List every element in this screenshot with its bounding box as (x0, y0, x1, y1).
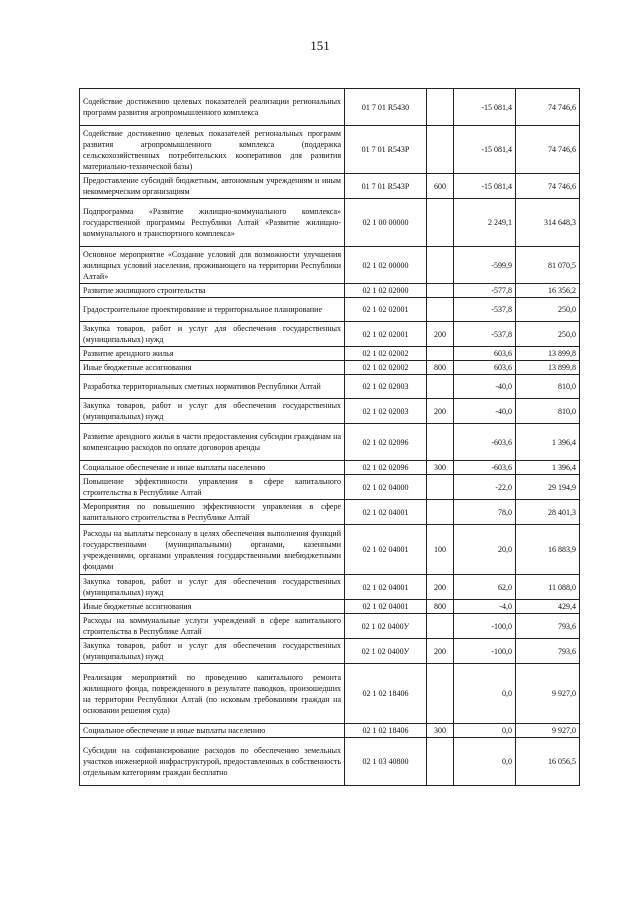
table-row (80, 575, 580, 600)
table-row (80, 89, 580, 126)
budget-table (79, 88, 580, 786)
row-name-cell: Содействие достижению целевых показателей региональных программ развития агропромышленного комплекса (поддержка сельскохозяйственных потребительских кооперативов для развития материально-технической базы) (80, 126, 345, 174)
row-name-cell: Социальное обеспечение и иные выплаты населению (80, 461, 345, 475)
row-type-cell: 800 (427, 600, 454, 614)
row-code-cell: 02 1 03 40800 (345, 738, 427, 786)
row-total-cell: 29 194,9 (516, 475, 580, 500)
table-row (80, 525, 580, 575)
row-code-cell: 02 1 02 04001 (345, 575, 427, 600)
row-code-cell: 02 1 02 02002 (345, 361, 427, 375)
row-total-cell: 16 356,2 (516, 284, 580, 298)
row-total-cell: 28 401,3 (516, 500, 580, 525)
row-change-cell: -100,0 (454, 639, 516, 664)
row-code-cell: 02 1 02 02096 (345, 424, 427, 461)
table-row (80, 361, 580, 375)
row-change-cell: 0,0 (454, 664, 516, 724)
table-row (80, 399, 580, 424)
row-name-cell: Закупка товаров, работ и услуг для обеспечения государственных (муниципальных) нужд (80, 639, 345, 664)
row-change-cell: 0,0 (454, 738, 516, 786)
row-change-cell: -40,0 (454, 375, 516, 399)
row-total-cell: 11 088,0 (516, 575, 580, 600)
row-type-cell (427, 375, 454, 399)
row-total-cell: 793,6 (516, 639, 580, 664)
row-code-cell: 02 1 02 04001 (345, 600, 427, 614)
row-change-cell: -100,0 (454, 614, 516, 639)
row-name-cell: Подпрограмма «Развитие жилищно-коммунального комплекса» государственной программы Республики Алтай «Развитие жилищно-коммунального и транспортного комплекса» (80, 199, 345, 247)
row-code-cell: 01 7 01 R543Р (345, 126, 427, 174)
table-row (80, 461, 580, 475)
row-name-cell: Иные бюджетные ассигнования (80, 361, 345, 375)
table-row (80, 375, 580, 399)
row-code-cell: 02 1 02 18406 (345, 664, 427, 724)
table-row (80, 600, 580, 614)
row-change-cell: -537,8 (454, 298, 516, 322)
row-type-cell: 200 (427, 322, 454, 347)
row-change-cell: 2 249,1 (454, 199, 516, 247)
row-code-cell: 02 1 02 02002 (345, 347, 427, 361)
row-total-cell: 9 927,0 (516, 724, 580, 738)
row-type-cell: 200 (427, 399, 454, 424)
row-code-cell: 02 1 02 18406 (345, 724, 427, 738)
row-name-cell: Содействие достижению целевых показателей реализации региональных программ развития агропромышленного комплекса (80, 89, 345, 126)
row-name-cell: Социальное обеспечение и иные выплаты населению (80, 724, 345, 738)
row-code-cell: 02 1 02 00000 (345, 247, 427, 284)
table-row (80, 614, 580, 639)
table-row (80, 126, 580, 174)
row-total-cell: 9 927,0 (516, 664, 580, 724)
row-name-cell: Предоставление субсидий бюджетным, автономным учреждениям и иным некоммерческим организациям (80, 174, 345, 199)
row-code-cell: 02 1 02 04001 (345, 500, 427, 525)
row-name-cell: Расходы на выплаты персоналу в целях обеспечения выполнения функций государственными (муниципальными) органами, казенными учреждениями, органами управления государственными внебюджетными фондами (80, 525, 345, 575)
table-row (80, 174, 580, 199)
row-name-cell: Разработка территориальных сметных нормативов Республики Алтай (80, 375, 345, 399)
row-name-cell: Реализация мероприятий по проведению капитального ремонта жилищного фонда, поврежденного в результате паводков, произошедших на территории Республики Алтай (по исковым требованиям граждан на основании решения суда) (80, 664, 345, 724)
row-code-cell: 02 1 02 02001 (345, 322, 427, 347)
row-code-cell: 02 1 00 00000 (345, 199, 427, 247)
row-change-cell: -15 081,4 (454, 126, 516, 174)
row-type-cell (427, 500, 454, 525)
table-row (80, 664, 580, 724)
row-name-cell: Градостроительное проектирование и территориальное планирование (80, 298, 345, 322)
table-row (80, 724, 580, 738)
row-change-cell: -40,0 (454, 399, 516, 424)
table-row (80, 284, 580, 298)
row-change-cell: 62,0 (454, 575, 516, 600)
row-name-cell: Основное мероприятие «Создание условий для возможности улучшения жилищных условий населения, проживающего на территории Республики Алтай» (80, 247, 345, 284)
table-row (80, 347, 580, 361)
row-change-cell: -15 081,4 (454, 89, 516, 126)
row-type-cell (427, 284, 454, 298)
row-type-cell (427, 347, 454, 361)
row-code-cell: 02 1 02 02003 (345, 399, 427, 424)
row-change-cell: -15 081,4 (454, 174, 516, 199)
row-change-cell: 603,6 (454, 361, 516, 375)
row-type-cell (427, 126, 454, 174)
row-type-cell: 300 (427, 461, 454, 475)
row-type-cell (427, 614, 454, 639)
row-type-cell (427, 424, 454, 461)
row-change-cell: 0,0 (454, 724, 516, 738)
row-code-cell: 02 1 02 0400У (345, 639, 427, 664)
row-change-cell: -603,6 (454, 461, 516, 475)
row-change-cell: 603,6 (454, 347, 516, 361)
row-total-cell: 250,0 (516, 322, 580, 347)
row-code-cell: 01 7 01 R5430 (345, 89, 427, 126)
row-type-cell (427, 199, 454, 247)
row-type-cell (427, 475, 454, 500)
row-change-cell: -537,8 (454, 322, 516, 347)
row-name-cell: Развитие жилищного строительства (80, 284, 345, 298)
table-row (80, 475, 580, 500)
row-change-cell: -603,6 (454, 424, 516, 461)
row-type-cell: 100 (427, 525, 454, 575)
row-total-cell: 13 899,8 (516, 347, 580, 361)
row-total-cell: 793,6 (516, 614, 580, 639)
row-total-cell: 314 648,3 (516, 199, 580, 247)
row-total-cell: 16 056,5 (516, 738, 580, 786)
row-name-cell: Закупка товаров, работ и услуг для обеспечения государственных (муниципальных) нужд (80, 322, 345, 347)
row-name-cell: Развитие арендного жилья в части предоставления субсидии гражданам на компенсацию расходов по оплате договоров аренды (80, 424, 345, 461)
row-name-cell: Иные бюджетные ассигнования (80, 600, 345, 614)
row-change-cell: -599,9 (454, 247, 516, 284)
row-total-cell: 74 746,6 (516, 89, 580, 126)
row-change-cell: -4,0 (454, 600, 516, 614)
row-change-cell: -22,0 (454, 475, 516, 500)
row-total-cell: 74 746,6 (516, 126, 580, 174)
table-row (80, 298, 580, 322)
table-row (80, 738, 580, 786)
row-name-cell: Мероприятия по повышению эффективности управления в сфере капитального строительства в Республике Алтай (80, 500, 345, 525)
row-type-cell: 800 (427, 361, 454, 375)
table-row (80, 247, 580, 284)
row-change-cell: -577,8 (454, 284, 516, 298)
row-code-cell: 02 1 02 02003 (345, 375, 427, 399)
row-total-cell: 16 883,9 (516, 525, 580, 575)
row-code-cell: 02 1 02 04000 (345, 475, 427, 500)
row-total-cell: 13 899,8 (516, 361, 580, 375)
row-total-cell: 250,0 (516, 298, 580, 322)
table-row (80, 424, 580, 461)
row-code-cell: 02 1 02 0400У (345, 614, 427, 639)
row-change-cell: 78,0 (454, 500, 516, 525)
table-row (80, 199, 580, 247)
row-type-cell: 200 (427, 639, 454, 664)
table-row (80, 500, 580, 525)
row-type-cell (427, 298, 454, 322)
row-name-cell: Закупка товаров, работ и услуг для обеспечения государственных (муниципальных) нужд (80, 575, 345, 600)
row-name-cell: Закупка товаров, работ и услуг для обеспечения государственных (муниципальных) нужд (80, 399, 345, 424)
row-total-cell: 74 746,6 (516, 174, 580, 199)
row-total-cell: 810,0 (516, 399, 580, 424)
row-total-cell: 81 070,5 (516, 247, 580, 284)
row-code-cell: 02 1 02 02096 (345, 461, 427, 475)
row-total-cell: 810,0 (516, 375, 580, 399)
row-change-cell: 20,0 (454, 525, 516, 575)
row-type-cell: 600 (427, 174, 454, 199)
row-type-cell (427, 89, 454, 126)
row-name-cell: Развитие арендного жилья (80, 347, 345, 361)
row-type-cell (427, 247, 454, 284)
row-total-cell: 1 396,4 (516, 461, 580, 475)
row-code-cell: 02 1 02 04001 (345, 525, 427, 575)
page-number: 151 (310, 38, 330, 53)
row-total-cell: 1 396,4 (516, 424, 580, 461)
row-total-cell: 429,4 (516, 600, 580, 614)
row-code-cell: 02 1 02 02000 (345, 284, 427, 298)
table-row (80, 639, 580, 664)
row-type-cell: 200 (427, 575, 454, 600)
row-type-cell (427, 664, 454, 724)
row-code-cell: 02 1 02 02001 (345, 298, 427, 322)
row-name-cell: Субсидии на софинансирование расходов по обеспечению земельных участков инженерной инфраструктурой, предоставленных в собственность отдельным категориям граждан бесплатно (80, 738, 345, 786)
row-code-cell: 01 7 01 R543Р (345, 174, 427, 199)
row-name-cell: Повышение эффективности управления в сфере капитального строительства в Республике Алтай (80, 475, 345, 500)
table-row (80, 322, 580, 347)
row-type-cell (427, 738, 454, 786)
row-type-cell: 300 (427, 724, 454, 738)
row-name-cell: Расходы на коммунальные услуги учреждений в сфере капитального строительства в Республике Алтай (80, 614, 345, 639)
